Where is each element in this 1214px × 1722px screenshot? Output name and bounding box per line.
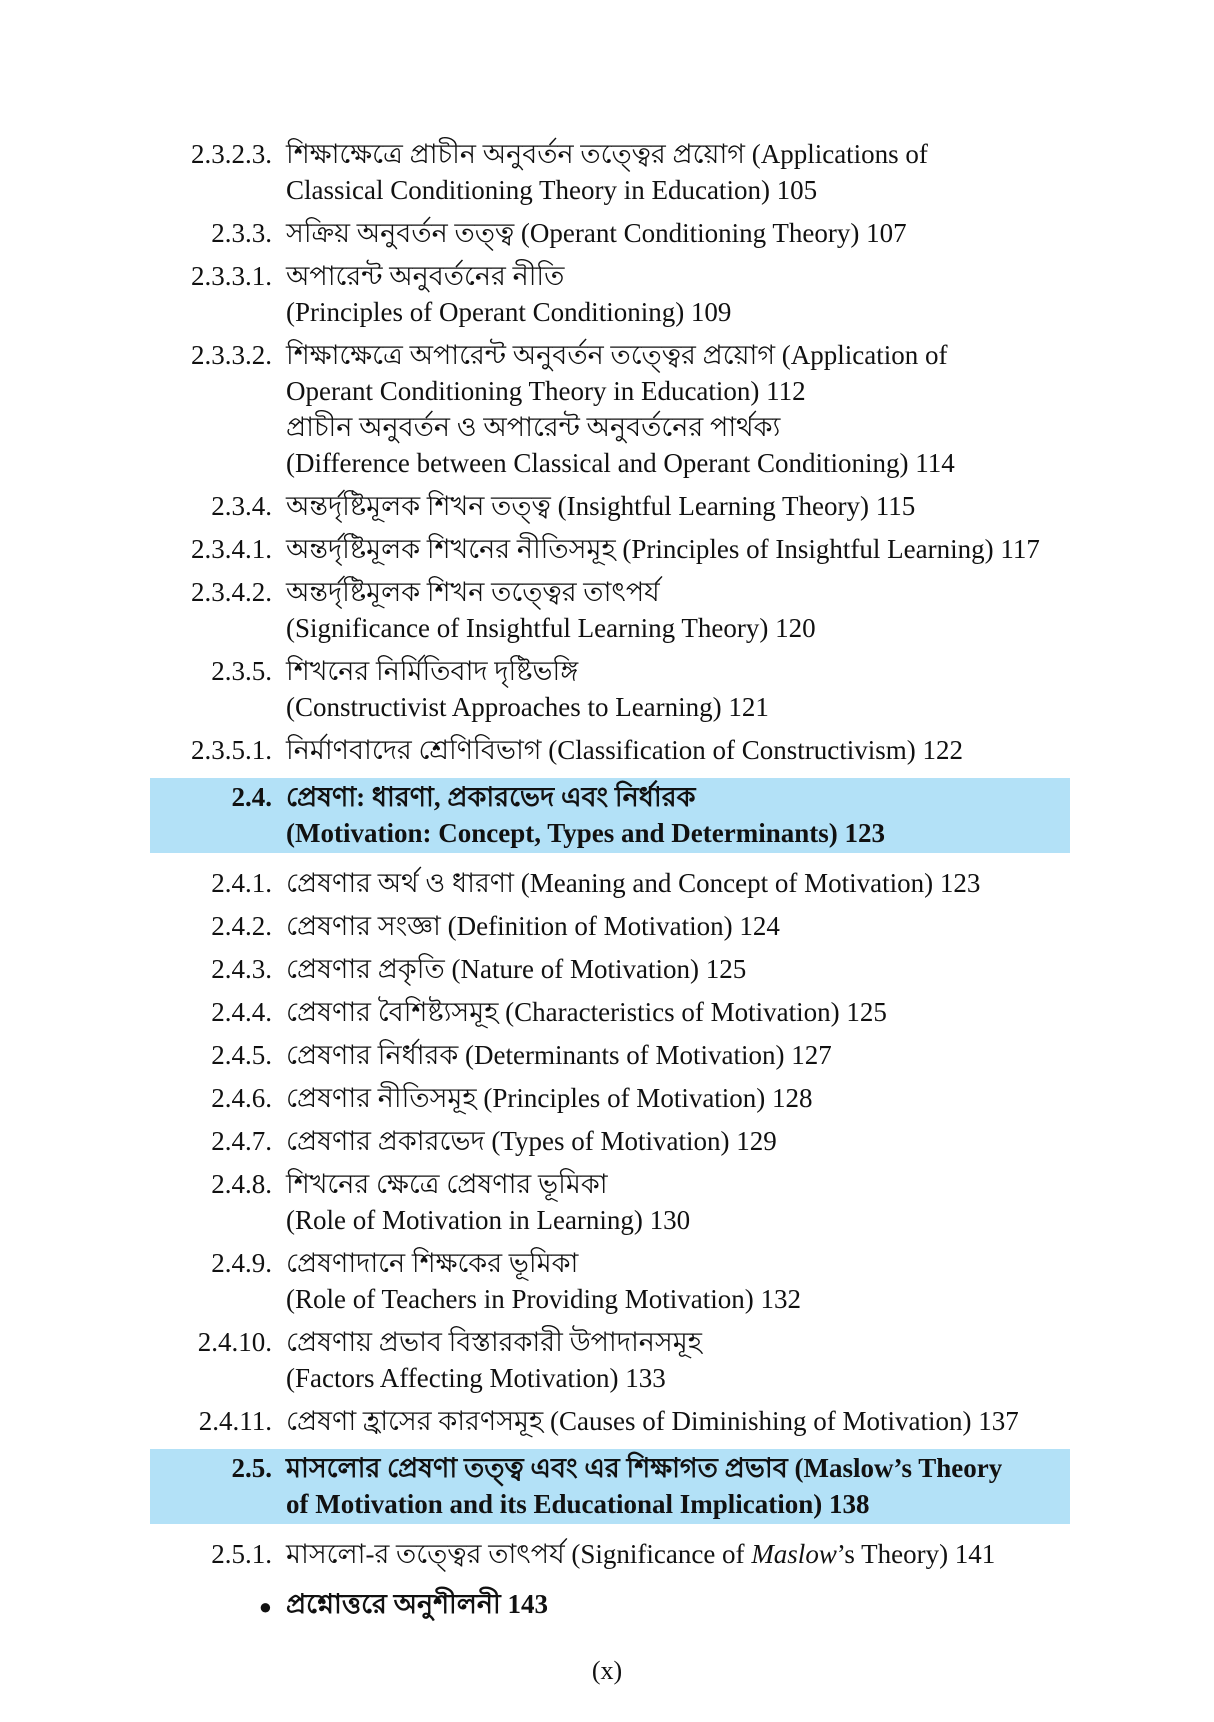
- entry-number: 2.3.5.1.: [191, 735, 272, 765]
- entry-text: শিখনের ক্ষেত্রে প্রেষণার ভূমিকা: [286, 1169, 608, 1199]
- page-number: (x): [591, 1656, 623, 1685]
- entry-text: প্রেষণার নির্ধারক (Determinants of Motivation) 127: [286, 1040, 832, 1070]
- toc-entry-2-5-1: [156, 1536, 1066, 1572]
- entry-text: [286, 1536, 1066, 1572]
- entry-number: 2.4.8.: [211, 1169, 272, 1199]
- entry-number: 2.4.11.: [198, 1406, 272, 1436]
- entry-text: অন্তর্দৃষ্টিমূলক শিখন তত্ত্ব (Insightful Learning Theory) 115: [286, 491, 916, 521]
- entry-number: 2.4.6.: [211, 1083, 272, 1113]
- entry-text: প্রেষণার সংজ্ঞা (Definition of Motivation) 124: [286, 911, 780, 941]
- toc-entry-2-4-3: [156, 951, 1066, 987]
- toc-entry-2-3-5: [156, 653, 1066, 725]
- entry-number: 2.3.3.: [211, 218, 272, 248]
- entry-number: 2.3.4.2.: [191, 577, 272, 607]
- toc-entry-2-4-11: [156, 1403, 1066, 1439]
- section-title: প্রেষণা: ধারণা, প্রকারভেদ এবং নির্ধারক: [286, 782, 696, 812]
- toc-entry-2-4-2: [156, 908, 1066, 944]
- entry-text: প্রেষণার বৈশিষ্ট্যসমূহ (Characteristics of Motivation) 125: [286, 997, 887, 1027]
- toc-entry-2-3-3-2: [156, 337, 1066, 481]
- entry-number: 2.3.5.: [211, 656, 272, 686]
- entry-number: 2.3.3.2.: [191, 340, 272, 370]
- entry-number: 2.5.1.: [211, 1539, 272, 1569]
- entry-text: প্রেষণার প্রকৃতি (Nature of Motivation) 125: [286, 954, 747, 984]
- toc-bullet-exercises: [156, 1584, 1066, 1629]
- bullet-icon: ●: [258, 1593, 272, 1619]
- toc-entry-2-4-7: [156, 1123, 1066, 1159]
- entry-number: 2.4.3.: [211, 954, 272, 984]
- entry-text: (Difference between Classical and Operant Conditioning) 114: [286, 448, 955, 478]
- entry-number: 2.4.7.: [211, 1126, 272, 1156]
- section-number: 2.5.: [231, 1453, 272, 1483]
- entry-number: 2.3.3.1.: [191, 261, 272, 291]
- entry-text: (Factors Affecting Motivation) 133: [286, 1363, 666, 1393]
- section-title: of Motivation and its Educational Implication) 138: [286, 1489, 870, 1519]
- entry-text-pre: মাসলো-র তত্ত্বের তাৎপর্য (Significance of: [286, 1539, 752, 1569]
- entry-text: Classical Conditioning Theory in Education) 105: [286, 175, 818, 205]
- entry-text: প্রেষণার প্রকারভেদ (Types of Motivation) 129: [286, 1126, 777, 1156]
- entry-text: প্রেষণায় প্রভাব বিস্তারকারী উপাদানসমূহ: [286, 1327, 702, 1357]
- entry-text: প্রেষণাদানে শিক্ষকের ভূমিকা: [286, 1248, 579, 1278]
- entry-number: 2.4.9.: [211, 1248, 272, 1278]
- bullet-text: প্রশ্নোত্তরে অনুশীলনী 143: [286, 1589, 548, 1619]
- entry-number: 2.4.1.: [211, 868, 272, 898]
- toc-section-2-4: [150, 778, 1070, 853]
- entry-text: (Constructivist Approaches to Learning) 121: [286, 692, 769, 722]
- entry-text: Operant Conditioning Theory in Education) 112: [286, 376, 806, 406]
- entry-text: (Role of Teachers in Providing Motivation) 132: [286, 1284, 802, 1314]
- entry-number: 2.4.10.: [197, 1327, 272, 1357]
- toc-entry-2-4-9: [156, 1245, 1066, 1317]
- entry-text: (Role of Motivation in Learning) 130: [286, 1205, 691, 1235]
- entry-number: 2.4.4.: [211, 997, 272, 1027]
- toc-entry-2-3-4-2: [156, 574, 1066, 646]
- toc-entry-2-4-10: [156, 1324, 1066, 1396]
- toc-entry-2-3-4-1: [156, 531, 1066, 567]
- table-of-contents: [156, 136, 1066, 1629]
- entry-text: শিক্ষাক্ষেত্রে অপারেন্ট অনুবর্তন তত্ত্বের প্রয়োগ (Application of: [286, 340, 948, 370]
- entry-number: 2.4.5.: [211, 1040, 272, 1070]
- section-number: 2.4.: [231, 782, 272, 812]
- entry-number: 2.3.2.3.: [191, 139, 272, 169]
- entry-text: প্রেষণা হ্রাসের কারণসমূহ (Causes of Diminishing of Motivation) 137: [286, 1406, 1019, 1436]
- toc-entry-2-3-2-3: [156, 136, 1066, 208]
- entry-text: শিক্ষাক্ষেত্রে প্রাচীন অনুবর্তন তত্ত্বের প্রয়োগ (Applications of: [286, 139, 928, 169]
- entry-text: (Principles of Operant Conditioning) 109: [286, 297, 732, 327]
- toc-entry-2-4-1: [156, 865, 1066, 901]
- entry-text-post: ’s Theory) 141: [836, 1539, 996, 1569]
- entry-text: নির্মাণবাদের শ্রেণিবিভাগ (Classification of Constructivism) 122: [286, 735, 963, 765]
- toc-section-2-5: [150, 1449, 1070, 1524]
- entry-number: 2.3.4.: [211, 491, 272, 521]
- toc-entry-2-3-3: [156, 215, 1066, 251]
- section-title: (Motivation: Concept, Types and Determinants) 123: [286, 818, 885, 848]
- entry-text: প্রেষণার নীতিসমূহ (Principles of Motivation) 128: [286, 1083, 813, 1113]
- toc-entry-2-3-3-1: [156, 258, 1066, 330]
- entry-text: শিখনের নির্মিতিবাদ দৃষ্টিভঙ্গি: [286, 656, 579, 686]
- entry-number: 2.4.2.: [211, 911, 272, 941]
- entry-text: (Significance of Insightful Learning Theory) 120: [286, 613, 816, 643]
- toc-entry-2-4-4: [156, 994, 1066, 1030]
- toc-entry-2-4-8: [156, 1166, 1066, 1238]
- entry-text: সক্রিয় অনুবর্তন তত্ত্ব (Operant Conditioning Theory) 107: [286, 218, 907, 248]
- toc-entry-2-4-6: [156, 1080, 1066, 1116]
- toc-entry-2-3-4: [156, 488, 1066, 524]
- entry-number: 2.3.4.1.: [191, 534, 272, 564]
- toc-entry-2-3-5-1: [156, 732, 1066, 768]
- entry-text: অপারেন্ট অনুবর্তনের নীতি: [286, 261, 565, 291]
- entry-text: প্রাচীন অনুবর্তন ও অপারেন্ট অনুবর্তনের পার্থক্য: [286, 412, 781, 442]
- entry-text: অন্তর্দৃষ্টিমূলক শিখনের নীতিসমূহ (Principles of Insightful Learning) 117: [286, 534, 1040, 564]
- entry-text: প্রেষণার অর্থ ও ধারণা (Meaning and Concept of Motivation) 123: [286, 868, 981, 898]
- entry-text: অন্তর্দৃষ্টিমূলক শিখন তত্ত্বের তাৎপর্য: [286, 577, 660, 607]
- entry-text-italic: Maslow: [751, 1539, 837, 1569]
- toc-entry-2-4-5: [156, 1037, 1066, 1073]
- section-title: মাসলোর প্রেষণা তত্ত্ব এবং এর শিক্ষাগত প্রভাব (Maslow’s Theory: [286, 1453, 1003, 1483]
